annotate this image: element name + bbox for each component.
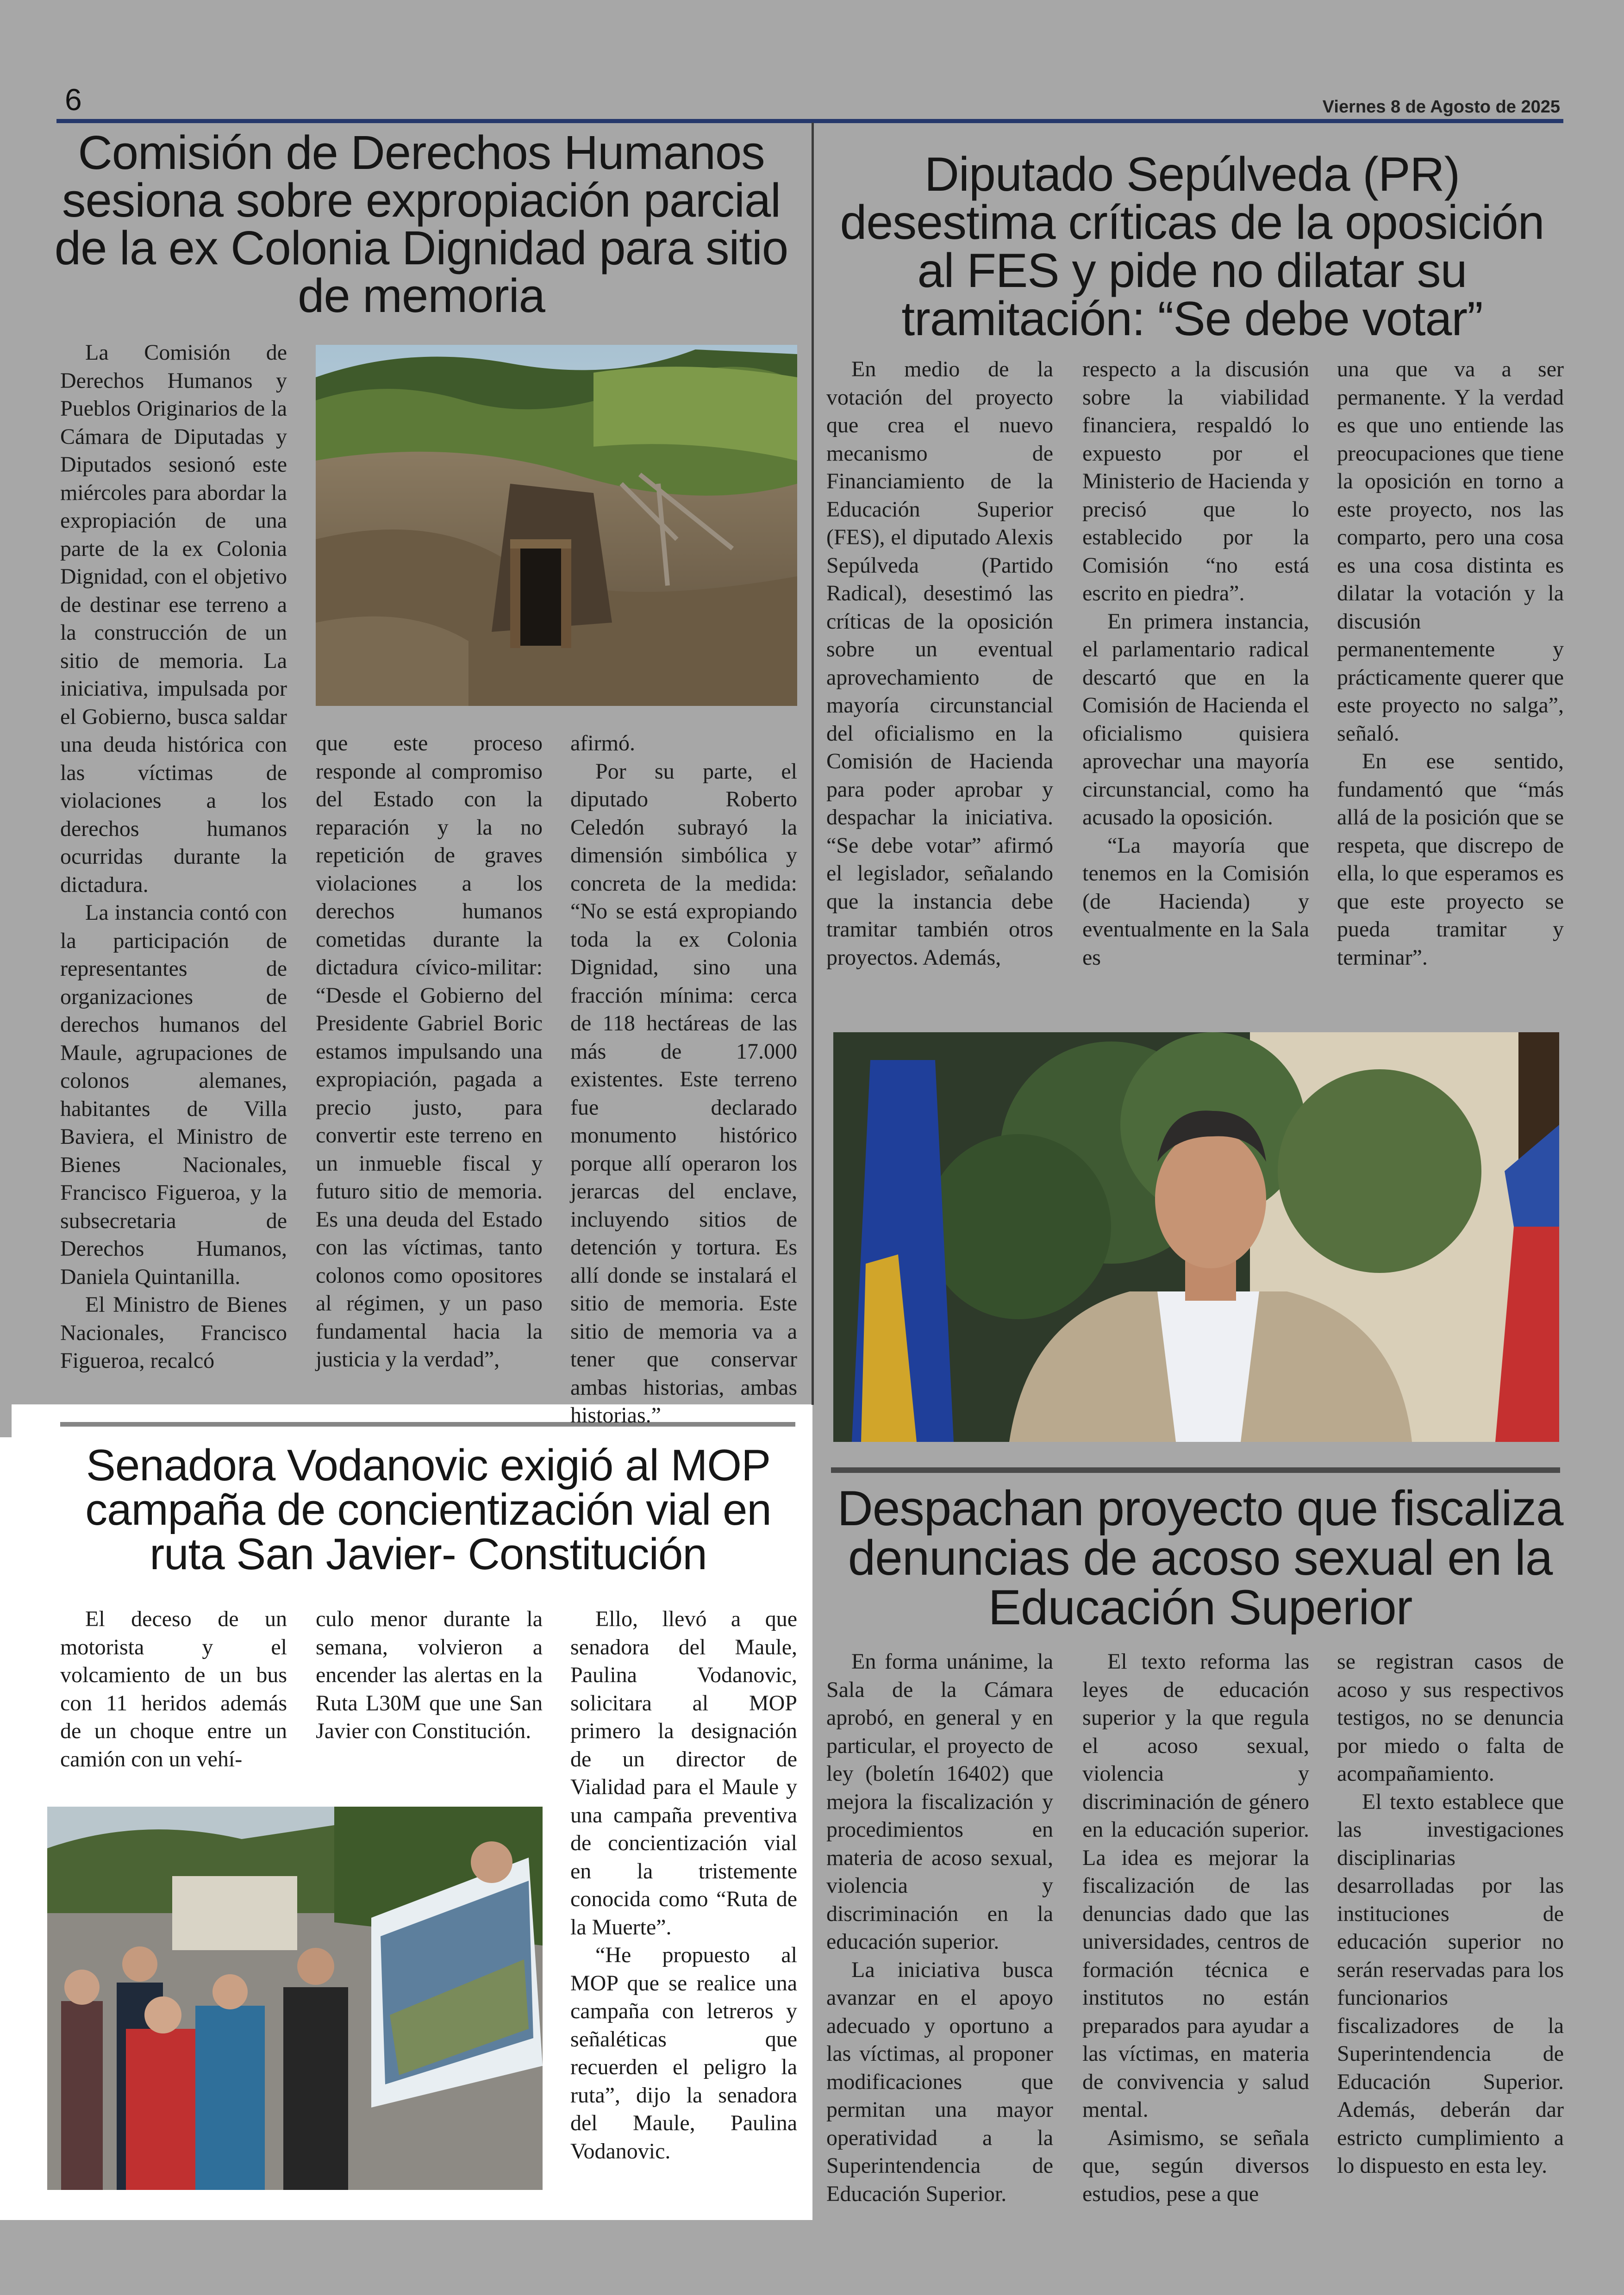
article3-col1 — [60, 1605, 287, 1773]
paragraph: En forma unánime, la Sala de la Cámara aprobó, en general y en particular, el proyecto de ley (boletín 16402) que mejora la fiscalización y procedimientos en materia de acoso sexual, violencia y discriminación en la educación superior. — [826, 1649, 1053, 1954]
paragraph: En ese sentido, fundamentó que “más allá de la posición que se respeta, que discrepo de ella, lo que esperamos es que este proyecto se pueda tramitar y terminar”. — [1337, 749, 1564, 970]
paragraph: El deceso de un motorista y el volcamiento de un bus con 11 heridos además de un choque entre un camión con un vehí- — [60, 1607, 287, 1771]
paragraph: El texto establece que las investigaciones disciplinarias desarrolladas por las instituciones de educación superior no serán reservadas para los funcionarios fiscalizadores de la Superintendencia de Educación Superior. Además, deberán dar estricto cumplimiento a lo dispuesto en esta ley. — [1337, 1789, 1564, 2178]
article3-col3 — [570, 1605, 797, 2165]
article4-col2 — [1082, 1648, 1309, 2208]
top-rule — [56, 119, 1563, 123]
paragraph: “He propuesto al MOP que se realice una campaña con letreros y señaléticas que recuerden el peligro la ruta”, dijo la senadora del Maule, Paulina Vodanovic. — [570, 1943, 797, 2164]
article1-col3 — [570, 730, 797, 1430]
paragraph: “La mayoría que tenemos en la Comisión (de Hacienda) y eventualmente en la Sala es — [1082, 833, 1309, 970]
paragraph: El Ministro de Bienes Nacionales, Francisco Figueroa, recalcó — [60, 1292, 287, 1373]
article3-photo — [47, 1807, 543, 2190]
article2-headline: Diputado Sepúlveda (PR) desestima críticas de la oposición al FES y pide no dilatar su tramitación: “Se debe votar” — [840, 148, 1544, 346]
paragraph: se registran casos de acoso y sus respectivos testigos, no se denuncia por miedo o falta de acompañamiento. — [1337, 1649, 1564, 1786]
page-date: Viernes 8 de Agosto de 2025 — [1322, 97, 1560, 117]
paragraph: La iniciativa busca avanzar en el apoyo adecuado y oportuno a las víctimas, al proponer modificaciones que permitan una mayor operatividad a la Superintendencia de Educación Superior. — [826, 1957, 1053, 2206]
article2-col3 — [1337, 355, 1564, 972]
paragraph: Por su parte, el diputado Roberto Celedón subrayó la dimensión simbólica y concreta de la medida: “No se está expropiando toda la ex Colonia Dignidad, sino una fracción mínima: cerca de 118 hectáreas de las más de 17.000 existentes. Este terreno fue declarado monumento histórico porque allí operaron los jerarcas del enclave, incluyendo sitios de detención y tortura. Es allí donde se instalará el sitio de memoria. Este sitio de memoria va a tener que conservar ambas historias, ambas historias.” — [570, 759, 797, 1428]
article2-col2 — [1082, 355, 1309, 972]
paragraph: afirmó. — [570, 731, 635, 755]
article4-col1 — [826, 1648, 1053, 2208]
article2-photo — [833, 1032, 1559, 1442]
section-rule-right — [831, 1467, 1560, 1473]
article1-headline: Comisión de Derechos Humanos sesiona sobre expropiación parcial de la ex Colonia Dignidad para sitio de memoria — [54, 126, 788, 322]
article4-col3 — [1337, 1648, 1564, 2180]
article1-col2 — [316, 730, 543, 1374]
article4-headline: Despachan proyecto que fiscaliza denuncias de acoso sexual en la Educación Superior — [837, 1480, 1563, 1635]
paragraph: El texto reforma las leyes de educación superior y la que regula el acoso sexual, violencia y discriminación de género en la educación superior. La idea es mejorar la fiscalización de las denuncias dado que las universidades, centros de formación técnica e institutos no están preparados para ayudar a las víctimas, en materia de convivencia y salud mental. — [1082, 1649, 1309, 2122]
paragraph: La instancia contó con la participación de representantes de organizaciones de derechos humanos del Maule, agrupaciones de colonos alemanes, habitantes de Villa Baviera, el Ministro de Bienes Nacionales, Francisco Figueroa, y la subsecretaria de Derechos Humanos, Daniela Quintanilla. — [60, 900, 287, 1289]
column-divider — [812, 123, 814, 1405]
paragraph: una que va a ser permanente. Y la verdad es que uno entiende las preocupaciones que tiene la oposición en torno a este proyecto, nos las comparto, pero una cosa es una cosa distinta es dilatar la votación y la discusión permanentemente y prácticamente querer que este proyecto no salga”, señaló. — [1337, 357, 1564, 746]
article2-col1 — [826, 355, 1053, 972]
paragraph: Ello, llevó a que senadora del Maule, Paulina Vodanovic, solicitara al MOP primero la designación de un director de Vialidad para el Maule y una campaña preventiva de concientización vial en la tristemente conocida como “Ruta de la Muerte”. — [570, 1607, 797, 1940]
paragraph: En medio de la votación del proyecto que crea el nuevo mecanismo de Financiamiento de la Educación Superior (FES), el diputado Alexis Sepúlveda (Partido Radical), desestimó las críticas de la oposición sobre un eventual aprovechamiento de mayoría circunstancial del oficialismo en la Comisión de Hacienda para poder aprobar y despachar la iniciativa. “Se debe votar” afirmó el legislador, señalando que la instancia debe tramitar también otros proyectos. Además, — [826, 357, 1053, 970]
article1-col1 — [60, 339, 287, 1375]
article3-col2 — [316, 1605, 543, 1746]
paragraph: respecto a la discusión sobre la viabilidad financiera, respaldó lo expuesto por el Ministerio de Hacienda y precisó que lo establecido por la Comisión “no está escrito en piedra”. — [1082, 357, 1309, 605]
paragraph: Asimismo, se señala que, según diversos estudios, pese a que — [1082, 2125, 1309, 2206]
paragraph: que este proceso responde al compromiso del Estado con la reparación y la no repetición de graves violaciones a los derechos humanos cometidas durante la dictadura cívico-militar: “Desde el Gobierno del Presidente Gabriel Boric estamos impulsando una expropiación, pagada a precio justo, para convertir este terreno en un inmueble fiscal y futuro sitio de memoria. Es una deuda del Estado con las víctimas, tanto colonos como opositores al régimen, y un paso fundamental hacia la justicia y la verdad”, — [316, 731, 543, 1372]
paragraph: La Comisión de Derechos Humanos y Pueblos Originarios de la Cámara de Diputadas y Diputados sesionó este miércoles para abordar la expropiación de una parte de la ex Colonia Dignidad, con el objetivo de destinar ese terreno a la construcción de un sitio de memoria. La iniciativa, impulsada por el Gobierno, busca saldar una deuda histórica con las víctimas de violaciones a los derechos humanos ocurridas durante la dictadura. — [60, 340, 287, 897]
article1-photo — [316, 345, 797, 706]
article3-headline: Senadora Vodanovic exigió al MOP campaña de concientización vial en ruta San Javier- Constitución — [85, 1441, 771, 1579]
panel-notch — [0, 1403, 12, 1437]
paragraph: En primera instancia, el parlamentario radical descartó que en la Comisión de Hacienda el oficialismo quisiera aprovechar una mayoría circunstancial, como ha acusado la oposición. — [1082, 609, 1309, 829]
page-number: 6 — [65, 82, 82, 117]
paragraph: culo menor durante la semana, volvieron a encender las alertas en la Ruta L30M que une San Javier con Constitución. — [316, 1607, 543, 1743]
